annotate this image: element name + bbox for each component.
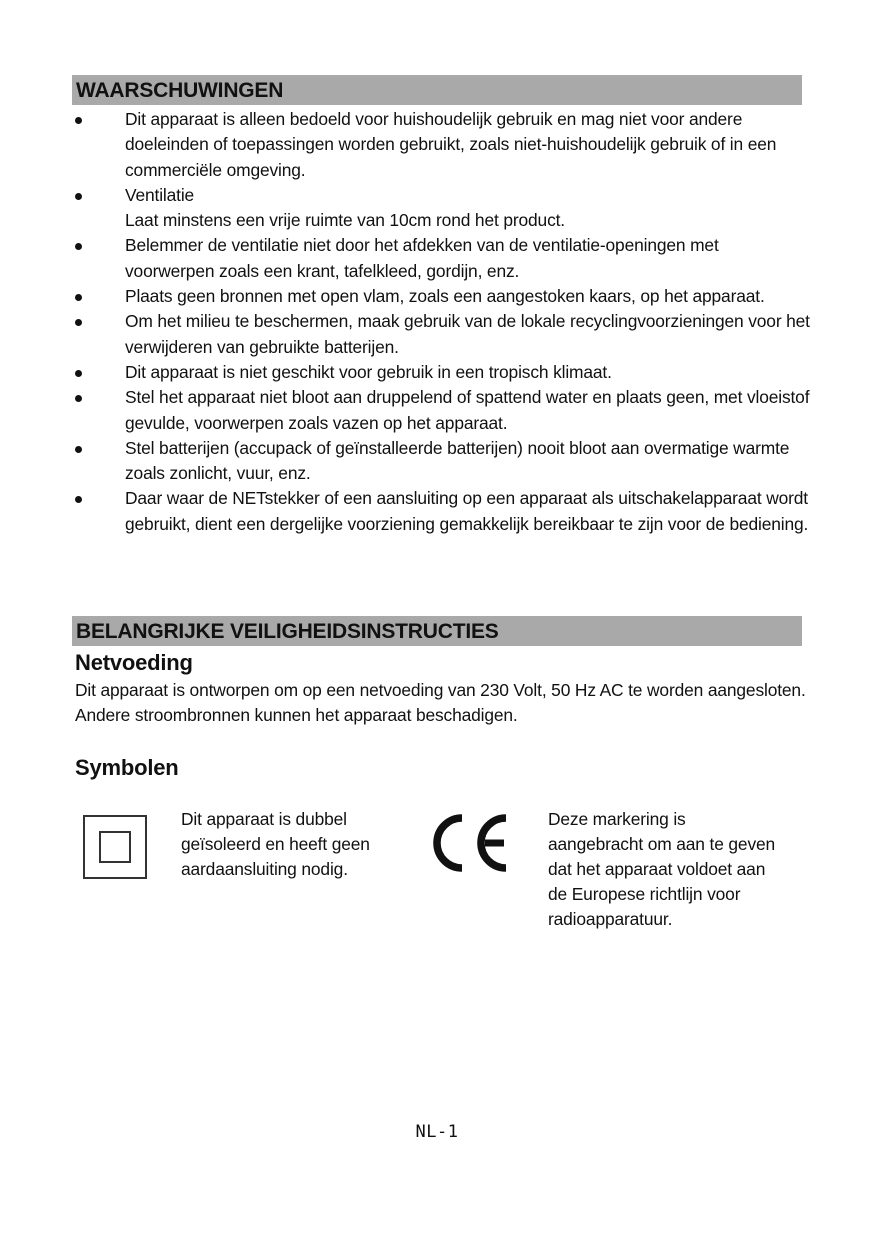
- list-item: [72, 107, 812, 183]
- bullet-icon: [75, 243, 82, 250]
- bullet-icon: [75, 193, 82, 200]
- power-heading: Netvoeding: [75, 650, 193, 675]
- safety-section-title: BELANGRIJKE VEILIGHEIDSINSTRUCTIES: [72, 616, 802, 646]
- ce-mark-icon: [432, 814, 512, 872]
- warning-text: Belemmer de ventilatie niet door het afdekken van de ventilatie-openingen met voorwerpen zoals een krant, tafelkleed, gordijn, enz.: [125, 235, 719, 281]
- list-item: [72, 486, 812, 537]
- power-paragraph: Dit apparaat is ontworpen om op een netvoeding van 230 Volt, 50 Hz AC te worden aangesloten. Andere stroombronnen kunnen het apparaat beschadigen.: [75, 680, 806, 726]
- double-insulation-icon: [83, 815, 147, 879]
- symbols-heading: Symbolen: [75, 755, 179, 780]
- warning-text: Om het milieu te beschermen, maak gebruik van de lokale recyclingvoorzieningen voor het verwijderen van gebruikte batterijen.: [125, 311, 810, 357]
- list-item: [72, 284, 812, 309]
- warning-text: Dit apparaat is niet geschikt voor gebruik in een tropisch klimaat.: [125, 361, 612, 382]
- warnings-list: [72, 107, 812, 537]
- double-insulation-inner-square: [99, 831, 131, 863]
- warning-text: Stel batterijen (accupack of geïnstalleerde batterijen) nooit bloot aan overmatige warmte zoals zonlicht, vuur, enz.: [125, 437, 790, 484]
- ce-mark-description: Deze markering is aangebracht om aan te geven dat het apparaat voldoet aan de Europese richtlijn voor radioapparatuur.: [548, 809, 776, 929]
- bullet-icon: [75, 319, 82, 326]
- bullet-icon: [75, 496, 82, 503]
- list-item: [72, 436, 812, 487]
- warning-text: Stel het apparaat niet bloot aan druppelend of spattend water en plaats geen, met vloeistof gevulde, voorwerpen zoals vazen op het apparaat.: [125, 387, 810, 433]
- bullet-icon: [75, 370, 82, 377]
- list-item: [72, 360, 812, 385]
- list-item: [72, 309, 812, 360]
- bullet-icon: [75, 294, 82, 301]
- list-item: [72, 233, 812, 284]
- page-number: NL-1: [415, 1122, 459, 1142]
- list-item: [72, 183, 812, 234]
- warning-text: Daar waar de NETstekker of een aansluiting op een apparaat als uitschakelapparaat wordt gebruikt, dient een dergelijke voorziening gemakkelijk bereikbaar te zijn voor de bediening.: [125, 488, 809, 534]
- warning-text: Plaats geen bronnen met open vlam, zoals een aangestoken kaars, op het apparaat.: [125, 286, 765, 307]
- warning-text: Ventilatie: [125, 184, 195, 205]
- list-item: [72, 385, 812, 436]
- bullet-icon: [75, 395, 82, 402]
- bullet-icon: [75, 446, 82, 453]
- warning-text: Dit apparaat is alleen bedoeld voor huishoudelijk gebruik en mag niet voor andere doeleinden of toepassingen worden gebruikt, zoals niet-huishoudelijk gebruik of in een commerciële omgeving.: [125, 109, 777, 180]
- double-insulation-description: Dit apparaat is dubbel geïsoleerd en heeft geen aardaansluiting nodig.: [181, 809, 370, 879]
- bullet-icon: [75, 117, 82, 124]
- warning-subtext: Laat minstens een vrije ruimte van 10cm rond het product.: [125, 210, 565, 231]
- warnings-section-title: WAARSCHUWINGEN: [72, 75, 802, 105]
